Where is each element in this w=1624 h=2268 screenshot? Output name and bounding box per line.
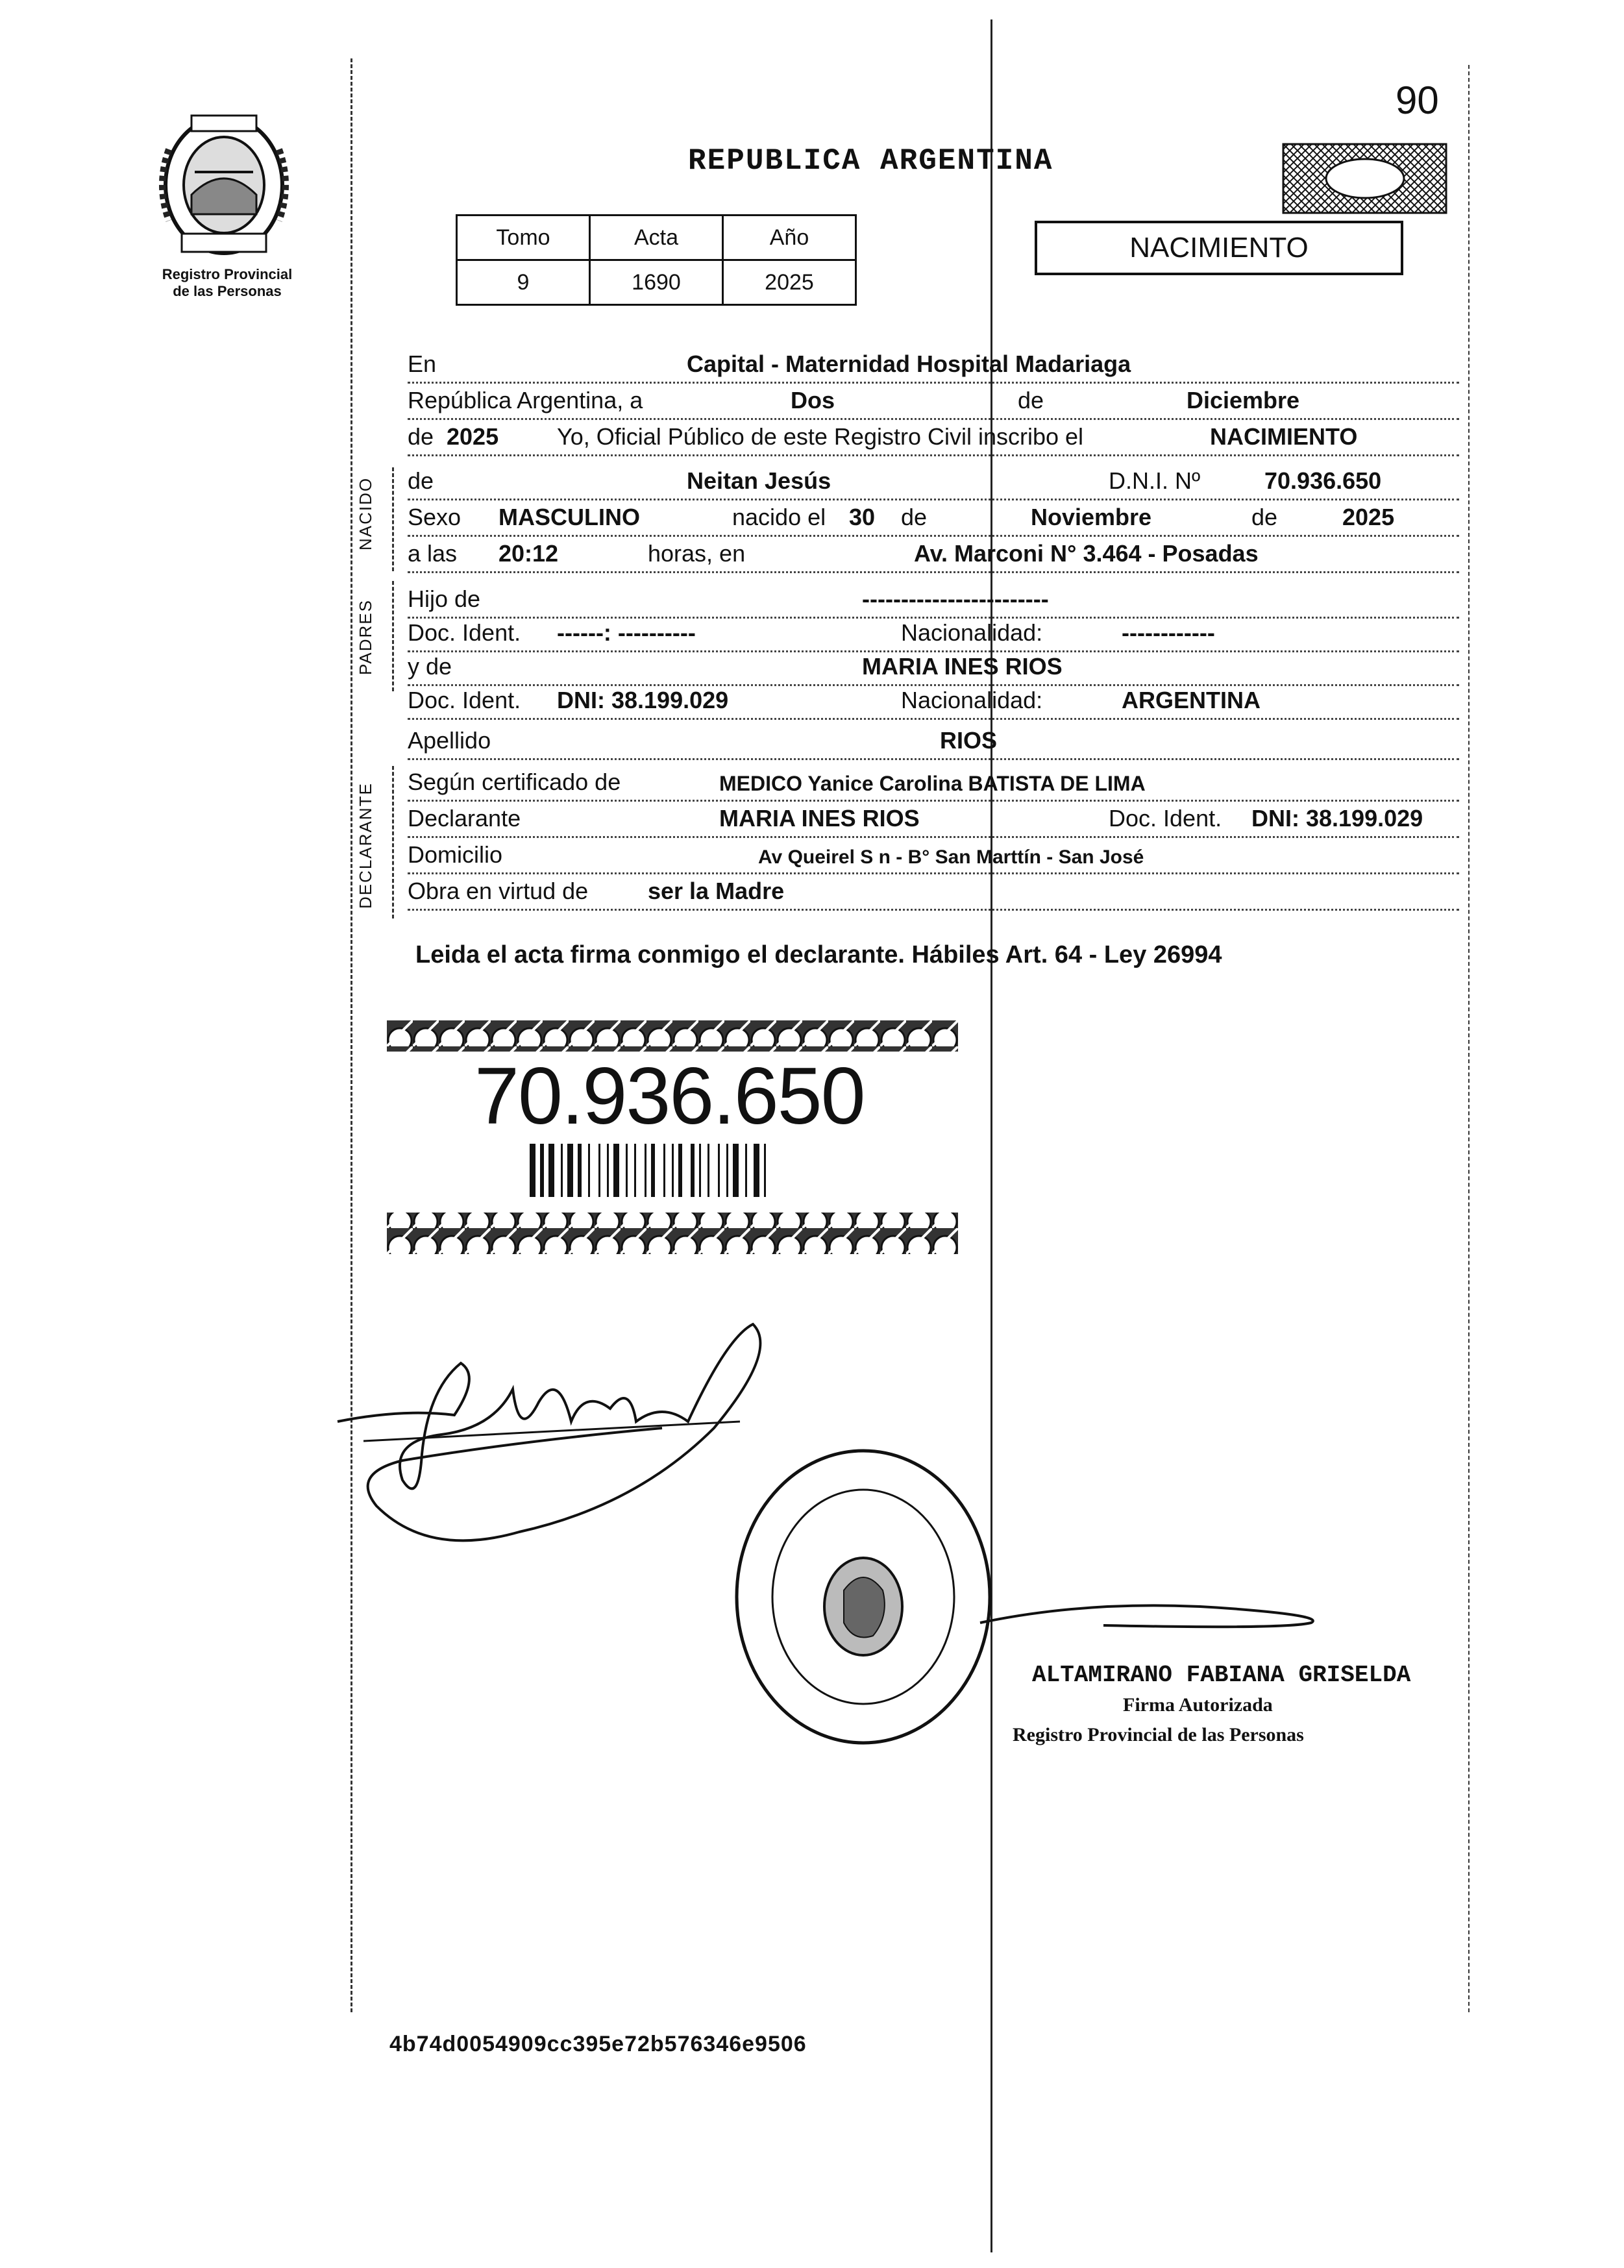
certificate-value: MEDICO Yanice Carolina BATISTA DE LIMA [719,772,1146,795]
row-declarant [408,800,1459,838]
label-y-de: y de [408,653,452,680]
event-value: NACIMIENTO [1210,423,1358,450]
row-address [408,836,1459,874]
father-doc-value: ------: ---------- [557,619,696,646]
barcode-bar [613,1144,619,1197]
father-nationality-value: ------------ [1122,619,1215,646]
birth-year-value: 2025 [1342,504,1395,530]
declarant-value: MARIA INES RIOS [719,805,920,832]
row-capacity [408,872,1459,911]
label-yo: Yo, Oficial Público de este Registro Civil inscribo el [557,423,1084,450]
barcode-bar [540,1144,544,1197]
barcode-bar [530,1144,535,1197]
row-father-doc [408,614,1459,652]
anio-header: Año [723,216,856,260]
label-doc-ident-2: Doc. Ident. [408,687,521,713]
barcode-bar [626,1144,628,1197]
barcode-bar [567,1144,573,1197]
mother-nationality-value: ARGENTINA [1122,687,1261,713]
father-value: ------------------------ [862,585,1049,612]
year-value: 2025 [447,423,499,450]
row-time [408,535,1459,573]
label-sexo: Sexo [408,504,461,530]
birth-day-value: 30 [849,504,876,530]
barcode-bar [699,1144,701,1197]
record-type-box: NACIMIENTO [1035,221,1403,275]
tomo-value: 9 [457,260,590,305]
name-value: Neitan Jesús [687,467,831,494]
side-label-padres: PADRES [356,599,375,675]
day-value: Dos [791,387,835,413]
mother-doc-value: DNI: 38.199.029 [557,687,729,713]
time-value: 20:12 [498,540,559,567]
row-certificate [408,763,1459,802]
label-a-las: a las [408,540,458,567]
country-title: REPUBLICA ARGENTINA [688,144,1053,178]
label-en: En [408,351,437,377]
row-father [408,580,1459,619]
label-nacionalidad-2: Nacionalidad: [901,687,1043,713]
birth-month-value: Noviembre [1031,504,1152,530]
barcode-bar [561,1144,563,1197]
declarant-doc-value: DNI: 38.199.029 [1251,805,1423,832]
barcode-bar [663,1144,665,1197]
label-de-y2: de [1251,504,1278,530]
row-mother-doc [408,682,1459,720]
document-hash: 4b74d0054909cc395e72b576346e9506 [389,2032,807,2056]
left-margin-line [351,58,352,2012]
barcode-bar [651,1144,655,1197]
barcode-bar [691,1144,695,1197]
barcode-bar [754,1144,759,1197]
side-label-declarante: DECLARANTE [356,782,375,909]
legal-statement: Leida el acta firma conmigo el declarante. Hábiles Art. 64 - Ley 26994 [415,941,1222,968]
barcode-bar [726,1144,728,1197]
authority-name: ALTAMIRANO FABIANA GRISELDA [1032,1662,1411,1688]
label-de-name: de [408,467,434,494]
barcode-bar [607,1144,609,1197]
barcode-bar [578,1144,582,1197]
barcode-bar [678,1144,682,1197]
registry-table [456,214,857,306]
row-mother [408,648,1459,686]
label-domicilio: Domicilio [408,841,503,868]
right-margin-line [1468,65,1470,2012]
label-declarante: Declarante [408,805,521,832]
barcode-bar [733,1144,739,1197]
padres-bracket [392,581,394,691]
label-republica: República Argentina, a [408,387,643,413]
acta-value: 1690 [590,260,723,305]
office-line-1: Registro Provincial [162,266,293,282]
security-emblem [1282,143,1447,214]
label-doc-ident: Doc. Ident. [408,619,521,646]
surname-value: RIOS [940,727,998,754]
page-number: 90 [1396,79,1439,122]
birth-place-value: Av. Marconi N° 3.464 - Posadas [914,540,1259,567]
acta-header: Acta [590,216,723,260]
label-de-month2: de [901,504,928,530]
row-date [408,382,1459,420]
capacity-value: ser la Madre [648,878,785,904]
barcode-bar [672,1144,674,1197]
barcode-bar [634,1144,636,1197]
declarante-bracket [392,766,394,918]
row-sex [408,499,1459,537]
label-apellido: Apellido [408,727,491,754]
dni-value: 70.936.650 [1264,467,1382,494]
barcode-bar [548,1144,554,1197]
barcode-block [387,1020,958,1254]
label-doc-ident-3: Doc. Ident. [1109,805,1222,832]
nacido-bracket [392,467,394,571]
authority-title: Firma Autorizada [1123,1694,1273,1716]
label-obra: Obra en virtud de [408,878,589,904]
row-registry [408,418,1459,456]
side-label-nacido: NACIDO [356,476,375,550]
row-place [408,345,1459,384]
row-surname [408,722,1459,760]
authority-signature-stroke [974,1584,1337,1636]
barcode-number: 70.936.650 [474,1052,865,1141]
barcode-bar [598,1144,600,1197]
label-nacido-el: nacido el [732,504,826,530]
label-horas-en: horas, en [648,540,746,567]
label-de-month: de [1018,387,1044,413]
anio-value: 2025 [723,260,856,305]
official-seal [720,1435,1006,1759]
label-segun: Según certificado de [408,769,621,795]
barcode-bar [764,1144,766,1197]
label-hijo-de: Hijo de [408,585,481,612]
place-value: Capital - Maternidad Hospital Madariaga [687,351,1131,377]
barcode-bar [718,1144,720,1197]
month-value: Diciembre [1187,387,1300,413]
province-logo [156,110,292,260]
sex-value: MASCULINO [498,504,640,530]
barcode-bar [745,1144,747,1197]
barcode-bars [530,1144,766,1197]
barcode-bar [588,1144,590,1197]
label-dni: D.N.I. Nº [1109,467,1201,494]
authority-office: Registro Provincial de las Personas [1013,1724,1304,1745]
row-name [408,462,1459,500]
tomo-header: Tomo [457,216,590,260]
office-line-2: de las Personas [173,283,282,299]
mother-value: MARIA INES RIOS [862,653,1063,680]
label-de-year: de [408,423,434,450]
barcode-bar [707,1144,709,1197]
address-value: Av Queirel S n - B° San Marttín - San José [758,846,1144,868]
label-nacionalidad: Nacionalidad: [901,619,1043,646]
office-label [146,266,308,300]
barcode-bar [645,1144,646,1197]
